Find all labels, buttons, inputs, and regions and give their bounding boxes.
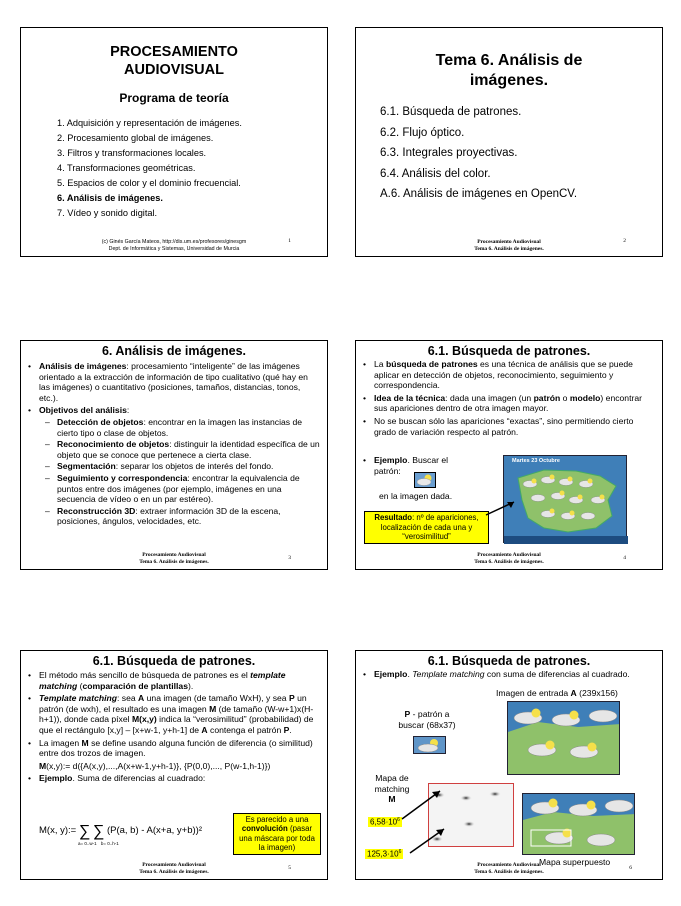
superposed-image — [522, 793, 635, 855]
formula-line — [39, 761, 321, 772]
bullet-text: No se buscan sólo las apariciones “exactas”, sino permitiendo cierto grado de variación respecto al patrón. — [374, 415, 634, 437]
weather-clouds-icon — [523, 794, 635, 855]
bullet-text: o — [560, 392, 570, 403]
bullet-text: : procesamiento “inteligente” de las imágenes orientado a la extracción de información de tipo cualitativo (qué hay en las imágenes) o cuantitativo (posiciones, tamaños, distancias, tonos, etc.). — [39, 361, 308, 403]
syllabus-list — [57, 116, 242, 221]
bullet-bold: Objetivos del análisis — [39, 405, 127, 416]
label-text: Imagen de entrada — [496, 688, 571, 698]
list-item: A.6. Análisis de imágenes en OpenCV. — [380, 188, 578, 200]
superposed-label: Mapa superpuesto — [539, 857, 611, 867]
result-bold: Resultado — [374, 513, 413, 522]
label-bold: P — [404, 709, 411, 719]
footer-line-1: Procesamiento Audiovisual — [477, 862, 541, 868]
list-item: 6.1. Búsqueda de patrones. — [380, 106, 522, 118]
title-line-2: imágenes. — [469, 72, 549, 89]
bullet — [27, 773, 321, 784]
slide-1-title — [21, 43, 327, 79]
bullet — [362, 359, 656, 391]
label-line: M — [388, 794, 396, 804]
sub-bold: Segmentación — [57, 461, 116, 472]
input-image — [507, 701, 620, 775]
slide-2 — [355, 27, 663, 257]
slide-footer — [21, 239, 327, 253]
map-header: Martes 23 Octubre — [512, 458, 560, 464]
bullet-text: un patrón (de wxh), el resultado es una imagen — [39, 693, 307, 714]
bullet-text: indica la “verosimilitud” (probabilidad) de que el rectángulo [x,y] – [x+w-1, y+h-1] de — [39, 714, 314, 735]
formula-text: (x,y):= d({A(x,y),...,A(x+w-1,y+h-1)}, {P(0,0),..., P(w-1,h-1)}) — [46, 760, 271, 771]
slide-1 — [20, 27, 328, 257]
bullet-text: ( — [77, 680, 83, 691]
slide-5-title: 6.1. Búsqueda de patrones. — [92, 654, 256, 668]
page-number: 5 — [288, 865, 291, 871]
slide-footer — [21, 862, 327, 876]
bullet-bold: búsqueda de patrones — [385, 359, 478, 369]
sub-bold: Reconocimiento de objetos — [57, 439, 170, 450]
eq-lhs: M(x, y):= — [39, 825, 77, 836]
bullet-bold: Idea de la técnica — [374, 392, 446, 403]
slide-2-title — [356, 51, 662, 91]
footer-line-2: Dept. de Informática y Sistemas, Universidad de Murcia — [108, 246, 240, 252]
footer-line-1: Procesamiento Audiovisual — [142, 862, 206, 868]
cloud-sun-icon — [415, 473, 435, 487]
list-item: 5. Espacios de color y el dominio frecuencial. — [57, 178, 241, 188]
bullet-bold: Análisis de imágenes — [39, 361, 127, 371]
footer-line-2: Tema 6. Análisis de imágenes. — [139, 869, 209, 875]
bullet-bold: M(x,y) — [131, 714, 157, 725]
bullet-text: La — [374, 359, 386, 369]
note-text: Es parecido a una — [245, 815, 309, 824]
sub-bold: Seguimiento y correspondencia — [57, 472, 188, 483]
bullet — [27, 693, 321, 735]
bullet — [362, 669, 656, 680]
slide-3-body — [27, 361, 321, 529]
formula-bold: M — [39, 760, 47, 771]
value-exp: 6 — [397, 817, 400, 823]
sub-bold: Reconstrucción 3D — [57, 505, 136, 516]
list-item: 3. Filtros y transformaciones locales. — [57, 148, 207, 158]
bullet — [27, 405, 321, 527]
bullet-italic: Template matching — [412, 669, 485, 679]
arrow-icon — [396, 785, 456, 865]
pattern-label — [392, 709, 462, 730]
bullet-text: : — [126, 405, 130, 416]
pattern-thumbnail — [414, 472, 436, 488]
bullet-text: con suma de diferencias al cuadrado. — [484, 669, 630, 679]
eq-sum: ∑ — [92, 823, 105, 840]
label-bold: A — [570, 688, 577, 698]
bullet — [362, 416, 656, 437]
bullet-text: . Suma de diferencias al cuadrado: — [72, 773, 206, 784]
result-text: : nº de apariciones, localización de cada una y “verosimilitud” — [380, 513, 479, 541]
bullet-bold: P — [283, 724, 290, 735]
bullet-text: : dada una imagen (un — [445, 392, 534, 403]
footer-line-1: Procesamiento Audiovisual — [477, 239, 541, 245]
bullet-bold: Ejemplo — [374, 669, 408, 679]
list-item-current: 6. Análisis de imágenes. — [57, 193, 163, 203]
sub-text: : encontrar en la imagen las instancias de cierto tipo o clase de objetos. — [57, 416, 303, 438]
list-item: 6.2. Flujo óptico. — [380, 126, 465, 139]
footer-line-2: Tema 6. Análisis de imágenes. — [474, 246, 544, 252]
slide-6-title: 6.1. Búsqueda de patrones. — [427, 654, 591, 668]
sub-text: : separar los objetos de interés del fondo. — [115, 461, 274, 472]
page-number: 1 — [288, 238, 291, 244]
sub-bold: Detección de objetos — [57, 416, 144, 427]
eq-sub: a= 0..w-1 — [78, 841, 97, 846]
bullet-bold: Ejemplo — [374, 455, 408, 465]
bullet-bold: modelo — [569, 392, 601, 403]
page-number: 2 — [623, 238, 626, 244]
title-line-2: AUDIOVISUAL — [124, 62, 224, 78]
label-line: Mapa de — [375, 773, 409, 783]
bullet-bold: A — [201, 724, 208, 735]
bullet-text: ). — [188, 680, 194, 691]
list-item: 1. Adquisición y representación de imágenes. — [57, 118, 242, 128]
footer-line-1: Procesamiento Audiovisual — [477, 552, 541, 558]
slide-6 — [355, 650, 663, 880]
slide-3 — [20, 340, 328, 570]
bullet-bold-italic: template matching — [39, 670, 286, 691]
eq-subscripts — [78, 841, 119, 846]
arrow-icon — [484, 498, 524, 518]
slide-footer — [356, 552, 662, 566]
bullet-bold: M — [81, 737, 89, 748]
eq-sum: ∑ — [78, 823, 91, 840]
bullet — [27, 361, 321, 403]
title-line-1: Tema 6. Análisis de — [435, 52, 583, 69]
slide-footer — [21, 552, 327, 566]
footer-line-2: Tema 6. Análisis de imágenes. — [139, 559, 209, 565]
bullet-bold: comparación de plantillas — [82, 680, 188, 691]
label-text: - patrón a buscar (68x37) — [398, 709, 456, 730]
sub-bullet — [27, 473, 321, 505]
title-line-1: PROCESAMIENTO — [110, 44, 238, 60]
list-item: 6.3. Integrales proyectivas. — [380, 147, 518, 159]
bullet-text: ) encontrar sus apariciones dentro de otra imagen mayor. — [374, 392, 642, 414]
topic-list — [380, 102, 577, 205]
note-text: (pasar una máscara por toda la imagen) — [239, 824, 315, 853]
slide-5 — [20, 650, 328, 880]
cloud-sun-icon — [414, 737, 445, 753]
sub-bullet — [27, 439, 321, 460]
bullet-text: . Buscar el patrón: — [374, 455, 449, 476]
slide-4-title: 6.1. Búsqueda de patrones. — [427, 344, 591, 358]
slide-5-body — [27, 670, 321, 786]
sub-bullet — [27, 461, 321, 472]
footer-line-1: Procesamiento Audiovisual — [142, 552, 206, 558]
page-number: 6 — [629, 865, 632, 871]
bullet-text: es una técnica de análisis que se puede aplicar en detección de objetos, reconocimiento, seguimiento y correspondencia. — [374, 359, 633, 391]
weather-clouds-icon — [508, 702, 620, 775]
bullet-text: . — [289, 724, 292, 735]
pattern-image — [413, 736, 446, 754]
list-item: 7. Vídeo y sonido digital. — [57, 208, 158, 218]
slide-footer — [356, 862, 662, 876]
result-callout — [364, 511, 489, 544]
value-text: 125,3·10 — [367, 849, 399, 859]
page-number: 3 — [288, 555, 291, 561]
bullet-text: se define usando alguna función de diferencia (o similitud) entre dos trozos de imagen. — [39, 737, 313, 759]
bullet-bold: patrón — [533, 392, 561, 403]
bullet-bold: Ejemplo — [39, 773, 73, 784]
slide-1-subtitle: Programa de teoría — [119, 91, 229, 105]
bullet-text: contenga el patrón — [207, 724, 284, 735]
list-item: 6.4. Análisis del color. — [380, 167, 491, 180]
ssd-equation — [39, 823, 202, 841]
bullet-text: una imagen (de tamaño WxH), y sea — [144, 693, 289, 704]
example-tail: en la imagen dada. — [379, 491, 453, 501]
list-item: 4. Transformaciones geométricas. — [57, 163, 196, 173]
eq-sub: b= 0..h-1 — [100, 841, 119, 846]
sub-bullet — [27, 506, 321, 527]
slide-4 — [355, 340, 663, 570]
footer-line-2: Tema 6. Análisis de imágenes. — [474, 869, 544, 875]
note-bold: convolución — [241, 824, 288, 834]
bullet — [362, 393, 656, 414]
slide-footer — [356, 239, 662, 253]
sub-text: : distinguir la identidad específica de un objeto que se conoce que pertenece a cierta clase. — [57, 439, 320, 460]
bullet-text: : sea — [117, 693, 139, 704]
slide-4-body — [362, 359, 656, 439]
bullet-bold: A — [138, 693, 145, 704]
page-number: 4 — [623, 555, 626, 561]
slide-3-title: 6. Análisis de imágenes. — [101, 344, 247, 358]
bullet-text: . — [407, 669, 413, 679]
footer-line-2: Tema 6. Análisis de imágenes. — [474, 559, 544, 565]
list-item: 2. Procesamiento global de imágenes. — [57, 133, 214, 143]
bullet — [27, 670, 321, 691]
sub-text: : extraer información 3D de la escena, posiciones, ángulos, velocidades, etc. — [57, 505, 281, 527]
bullet-bold: M — [209, 703, 217, 714]
input-image-label — [496, 688, 618, 698]
footer-line-1: (c) Ginés García Mateos, http://dis.um.es/profesores/ginesgm — [101, 239, 247, 245]
bullet-bold: P — [288, 693, 295, 704]
eq-body: (P(a, b) - A(x+a, y+b))² — [106, 825, 202, 836]
bullet-text: El método más sencillo de búsqueda de patrones es el — [39, 670, 251, 680]
bullet — [27, 738, 321, 772]
bullet-text: (de tamaño (W-w+1)x(H-h+1)), donde cada píxel — [39, 703, 314, 725]
bullet-text: La imagen — [39, 737, 82, 748]
sub-bullet — [27, 417, 321, 438]
label-text: (239x156) — [576, 688, 618, 698]
bullet-bold-italic: Template matching — [39, 693, 117, 704]
value-exp: 6 — [398, 849, 402, 855]
label-line: matching — [374, 783, 410, 794]
slide-6-body — [362, 669, 656, 682]
convolution-note — [233, 813, 321, 855]
value-text: 6,58·10 — [370, 817, 398, 827]
sub-text: : encontrar la equivalencia de puntos entre dos imágenes (por ejemplo, imágenes en una secuencia de vídeo o en un par estéreo). — [57, 472, 300, 505]
